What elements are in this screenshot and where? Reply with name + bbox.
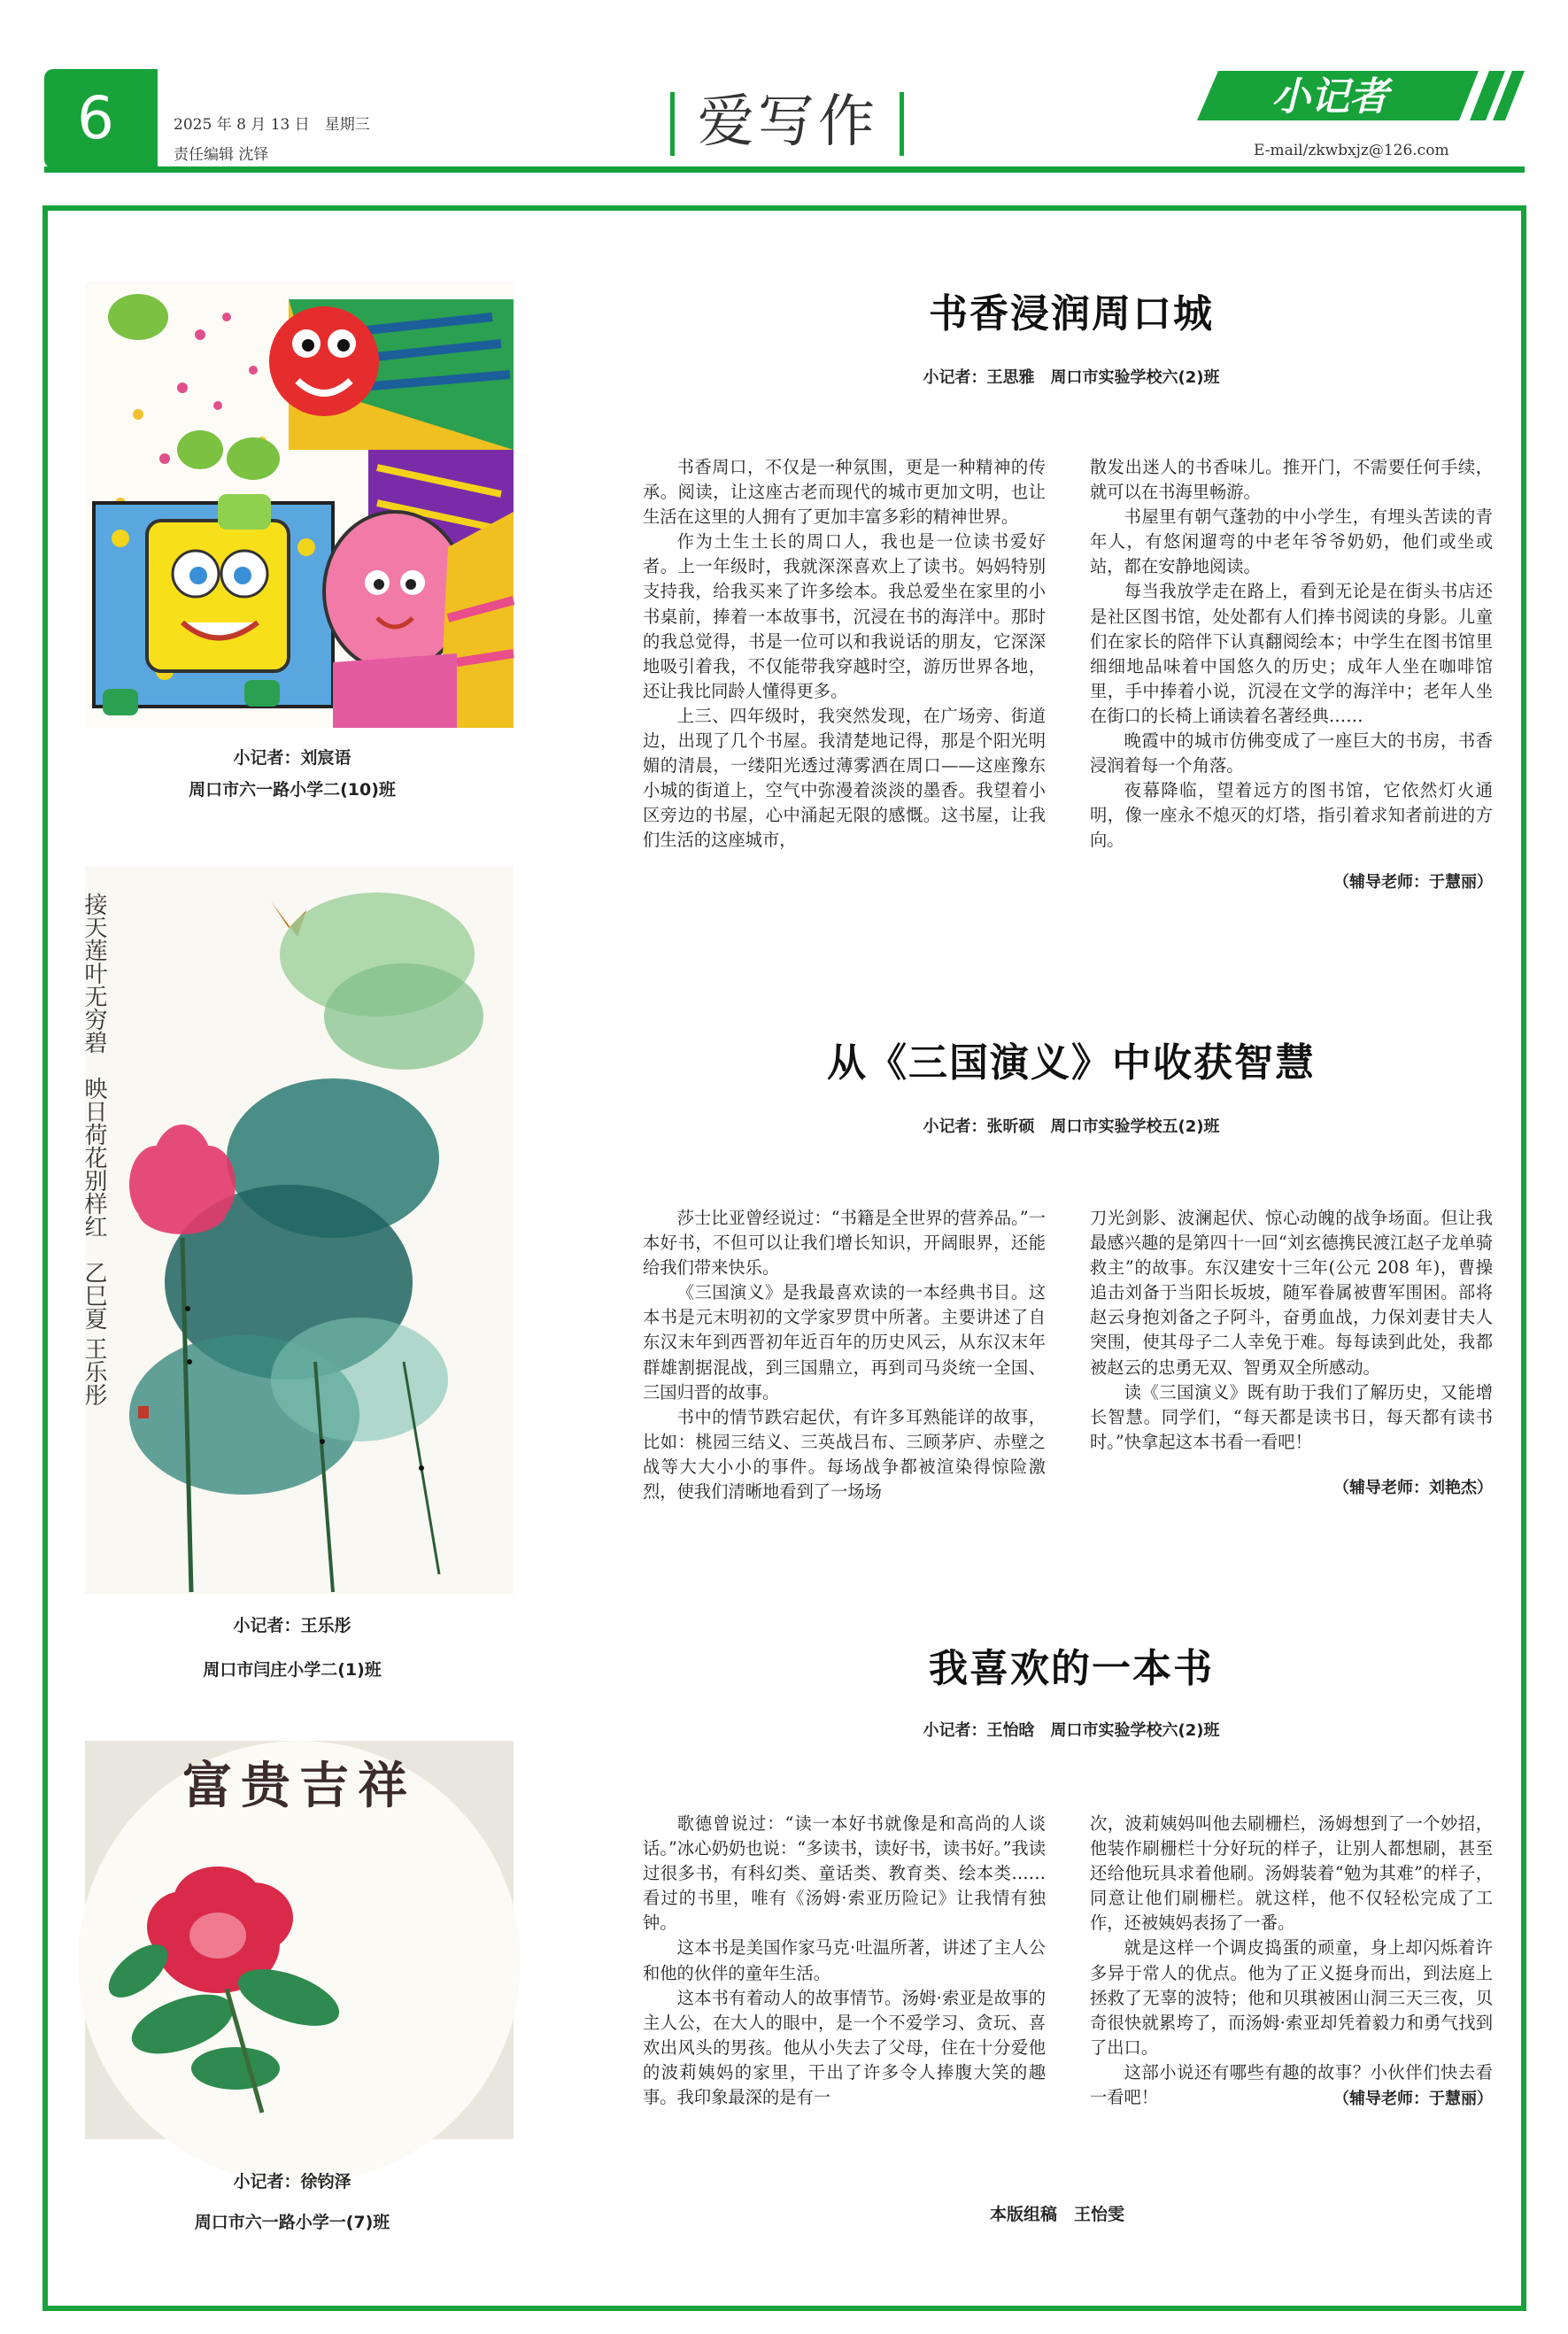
page-number-bar [147,69,158,168]
artwork-peony [85,1741,514,2139]
paragraph: 每当我放学走在路上，看到无论是在街头书店还是社区图书馆，处处都有人们捧书阅读的身影。儿童们在家长的陪伴下认真翻阅绘本；中学生在图书馆里细细地品味着中国悠久的历史；成年人坐在咖啡馆里，手中捧着小说，沉浸在文学的海洋中；老年人坐在街口的长椅上诵读着名著经典…… [1090,581,1493,726]
article-2-byline: 小记者：张昕硕 周口市实验学校五(2)班 [923,1117,1220,1136]
page-credit: 本版组稿 王怡雯 [990,2205,1125,2224]
responsible-editor: 责任编辑 沈铎 [174,146,269,164]
article-2-title: 从《三国演义》中收获智慧 [827,1040,1316,1086]
paragraph: 书屋里有朝气蓬勃的中小学生，有埋头苦读的青年人，有悠闲遛弯的中老年爷爷奶奶，他们或坐或站，都在安静地阅读。 [1090,506,1493,577]
paragraph: 次，波莉姨妈叫他去刷栅栏，汤姆想到了一个妙招，他装作刷栅栏十分好玩的样子，让别人都想刷，甚至还给他玩具求着他刷。汤姆装着“勉为其难”的样子，同意让他们刷栅栏。就这样，他不仅轻松完成了工作，还被姨妈表扬了一番。 [1090,1813,1493,1934]
column-title: 爱写作 [698,89,878,155]
paragraph: 《三国演义》是我最喜欢读的一本经典书目。这本书是元末明初的文学家罗贯中所著。主要讲述了自东汉末年到西晋初年近百年的历史风云，从东汉末年群雄割据混战，到三国鼎立，再到司马炎统一全国、三国归晋的故事。 [643,1282,1046,1403]
logo-text: 小记者 [1271,74,1388,120]
article-3-byline: 小记者：王怡晗 周口市实验学校六(2)班 [923,1721,1220,1740]
paragraph: 这本书有着动人的故事情节。汤姆·索亚是故事的主人公，在大人的眼中，是一个不爱学习、贪玩、喜欢出风头的男孩。他从小失去了父母，住在十分爱他的波莉姨妈的家里，干出了许多令人捧腹大笑的趣事。我印象最深的是有一 [643,1987,1046,2108]
paragraph: 这本书是美国作家马克·吐温所著，讲述了主人公和他的伙伴的童年生活。 [643,1937,1046,1983]
article-2-teacher: （辅导老师：刘艳杰） [1333,1479,1493,1497]
artwork-3-author: 小记者：徐钧泽 [233,2172,351,2191]
artwork-lotus [81,866,514,1594]
paragraph: 上三、四年级时，我突然发现，在广场旁、街道边，出现了几个书屋。我清楚地记得，那是个阳光明媚的清晨，一缕阳光透过薄雾洒在周口——这座豫东小城的街道上，空气中弥漫着淡淡的墨香。我望着小区旁边的书屋，心中涌起无限的感慨。这书屋，让我们生活的这座城市， [643,705,1046,851]
artwork-cartoon [85,282,514,728]
peony-painting-icon [85,1741,514,2139]
paragraph: 书香周口，不仅是一种氛围，更是一种精神的传承。阅读，让这座古老而现代的城市更加文明，也让生活在这里的人拥有了更加丰富多彩的精神世界。 [643,457,1046,528]
article-3-teacher: （辅导老师：于慧丽） [1333,2090,1493,2108]
article-2-column-2 [1090,1206,1493,1480]
paragraph: 书中的情节跌宕起伏，有许多耳熟能详的故事，比如：桃园三结义、三英战吕布、三顾茅庐、赤壁之战等大大小小的事件。每场战争都被渲染得惊险激烈，使我们清晰地看到了一场场 [643,1406,1046,1503]
paragraph: 作为土生土长的周口人，我也是一位读书爱好者。上一年级时，我就深深喜欢上了读书。妈妈特别支持我，给我买来了许多绘本。我总爱坐在家里的小书桌前，捧着一本故事书，沉浸在书的海洋中。那时的我总觉得，书是一位可以和我说话的朋友，它深深地吸引着我，不仅能带我穿越时空，游历世界各地，还让我比同龄人懂得更多。 [643,531,1046,701]
paragraph: 莎士比亚曾经说过：“书籍是全世界的营养品。”一本好书，不但可以让我们增长知识，开阔眼界，还能给我们带来快乐。 [643,1208,1046,1279]
paragraph: 刀光剑影、波澜起伏、惊心动魄的战争场面。但让我最感兴趣的是第四十一回“刘玄德携民渡江赵子龙单骑救主”的故事。东汉建安十三年(公元 208 年)，曹操追击刘备于当阳长坂坡，随军眷属被曹军围困。部将赵云身抱刘备之子阿斗，奋勇血战，力保刘妻甘夫人突围，使其母子二人幸免于难。每每读到此处，我都被赵云的忠勇无双、智勇双全所感动。 [1090,1208,1493,1378]
paragraph: 这部小说还有哪些有趣的故事？小伙伴们快去看一看吧！ [1090,2061,1493,2108]
article-3-title: 我喜欢的一本书 [929,1646,1214,1691]
lotus-ink-painting-icon [81,866,514,1594]
artwork-3-school: 周口市六一路小学一(7)班 [194,2213,390,2232]
artwork-2-author: 小记者：王乐彤 [233,1616,351,1635]
article-2-column-1 [643,1206,1046,1507]
header-rule [44,166,1525,173]
paragraph: 就是这样一个调皮捣蛋的顽童，身上却闪烁着许多异于常人的优点。他为了正义挺身而出，到法庭上拯救了无辜的波特；他和贝琪被困山洞三天三夜，贝奇很快就累垮了，而汤姆·索亚却凭着毅力和勇气找到了出口。 [1090,1937,1493,2058]
xiaojizhe-logo [1197,71,1525,124]
cartoon-painting-icon [85,282,514,728]
title-bar-right [900,92,904,156]
artwork-1-author: 小记者：刘宸语 [233,748,351,768]
artwork-1-school: 周口市六一路小学二(10)班 [189,780,396,800]
article-1-title: 书香浸润周口城 [929,291,1214,336]
page-number: 6 [44,69,147,168]
lotus-inscription: 接天莲叶无穷碧 映日荷花别样红 乙巳夏 王乐彤 [81,893,107,1407]
article-1-teacher: （辅导老师：于慧丽） [1333,873,1493,892]
contact-email: E-mail/zkwbxjz@126.com [1254,142,1449,159]
paragraph: 夜幕降临，望着远方的图书馆，它依然灯火通明，像一座永不熄灭的灯塔，指引着求知者前进的方向。 [1090,780,1493,851]
peony-inscription: 富贵吉祥 [182,1757,416,1815]
paragraph: 读《三国演义》既有助于我们了解历史，又能增长智慧。同学们，“每天都是读书日，每天都有读书时。”快拿起这本书看一看吧！ [1090,1381,1493,1452]
article-1-column-2 [1090,455,1493,871]
article-3-column-1 [643,1812,1046,2113]
paragraph: 歌德曾说过：“读一本好书就像是和高尚的人谈话。”冰心奶奶也说：“多读书，读好书，读书好。”我读过很多书，有科幻类、童话类、教育类、绘本类……看过的书里，唯有《汤姆·索亚历险记》让我情有独钟。 [643,1813,1046,1934]
paragraph: 散发出迷人的书香味儿。推开门，不需要任何手续，就可以在书海里畅游。 [1090,457,1493,503]
artwork-2-school: 周口市闫庄小学二(1)班 [203,1660,382,1680]
issue-date: 2025 年 8 月 13 日 星期三 [174,116,370,134]
article-1-byline: 小记者：王思雅 周口市实验学校六(2)班 [923,368,1220,387]
paragraph: 晚霞中的城市仿佛变成了一座巨大的书房，书香浸润着每一个角落。 [1090,730,1493,777]
article-1-column-1 [643,455,1046,889]
